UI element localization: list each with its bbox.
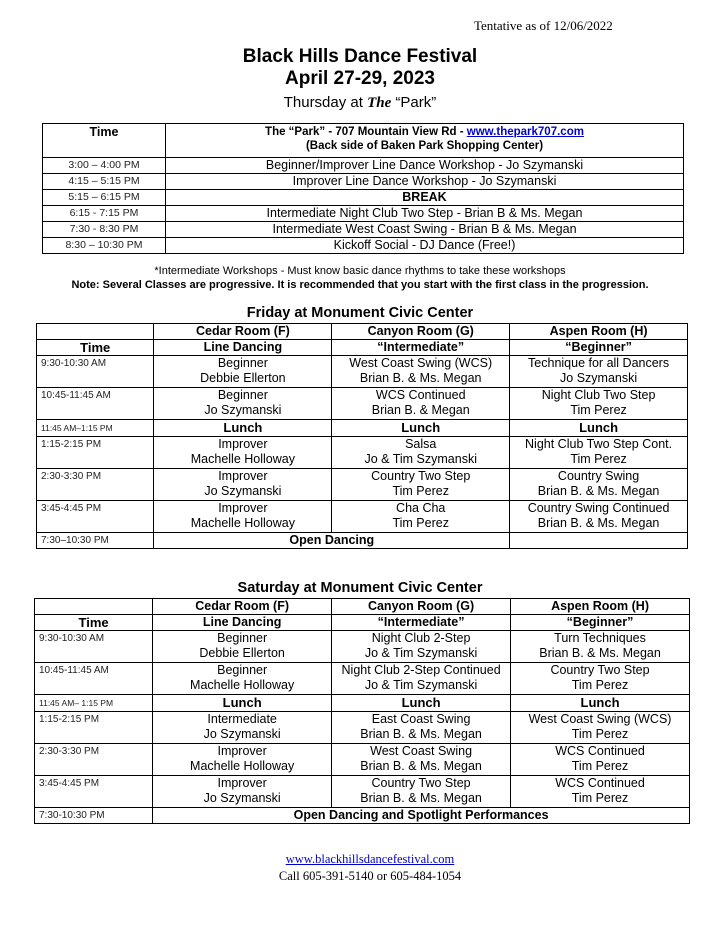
class-row — [37, 356, 688, 388]
class-cell — [153, 631, 332, 663]
thursday-venue-header — [166, 124, 684, 158]
instructor-name: Machelle Holloway — [190, 516, 295, 530]
instructor-name: Brian B. & Ms. Megan — [360, 759, 482, 773]
venue-note: (Back side of Baken Park Shopping Center) — [305, 140, 544, 152]
thursday-event: Beginner/Improver Line Dance Workshop - Jo Szymanski — [166, 158, 684, 174]
class-name: WCS Continued — [555, 744, 645, 758]
level-header: “Beginner” — [510, 340, 688, 356]
class-row — [35, 776, 690, 808]
instructor-name: Debbie Ellerton — [199, 646, 285, 660]
class-name: Beginner — [217, 663, 268, 677]
evening-row — [37, 533, 688, 549]
class-name: East Coast Swing — [371, 712, 471, 726]
class-name: Country Two Step — [371, 776, 471, 790]
class-name: Beginner — [217, 631, 268, 645]
room-header: Aspen Room (H) — [510, 324, 688, 340]
evening-time: 7:30-10:30 PM — [35, 808, 153, 824]
venue-link[interactable]: www.thepark707.com — [466, 126, 584, 138]
thursday-event: BREAK — [166, 190, 684, 206]
instructor-name: Jo Szymanski — [204, 484, 282, 498]
evening-event: Open Dancing and Spotlight Performances — [153, 808, 690, 824]
empty-cell — [37, 324, 154, 340]
instructor-name: Machelle Holloway — [190, 759, 295, 773]
class-cell — [332, 388, 510, 420]
thursday-time-header: Time — [43, 124, 166, 158]
class-cell — [510, 437, 688, 469]
friday-table — [36, 323, 688, 549]
class-row — [37, 388, 688, 420]
instructor-name: Jo Szymanski — [204, 403, 282, 417]
slot-time: 10:45-11:45 AM — [35, 663, 153, 695]
lunch-row — [37, 420, 688, 437]
thursday-event: Kickoff Social - DJ Dance (Free!) — [166, 238, 684, 254]
instructor-name: Tim Perez — [571, 759, 629, 773]
instructor-name: Jo & Tim Szymanski — [364, 646, 478, 660]
instructor-name: Tim Perez — [570, 452, 627, 466]
class-cell — [510, 388, 688, 420]
class-cell — [153, 744, 332, 776]
room-header-row — [35, 599, 690, 615]
evening-row — [35, 808, 690, 824]
class-name: West Coast Swing (WCS) — [528, 712, 672, 726]
slot-time: 1:15-2:15 PM — [35, 712, 153, 744]
thursday-time: 7:30 - 8:30 PM — [43, 222, 166, 238]
level-header-row — [35, 615, 690, 631]
slot-time: 3:45-4:45 PM — [35, 776, 153, 808]
class-cell — [332, 356, 510, 388]
class-name: Improver — [218, 437, 268, 451]
slot-time: 11:45 AM– 1:15 PM — [35, 695, 153, 712]
class-name: Country Two Step — [550, 663, 650, 677]
class-name: Beginner — [217, 388, 268, 402]
thursday-row — [43, 238, 684, 254]
lunch-row — [35, 695, 690, 712]
thursday-table — [42, 123, 684, 254]
instructor-name: Tim Perez — [571, 727, 629, 741]
class-cell — [510, 501, 688, 533]
class-cell — [332, 712, 511, 744]
class-cell — [332, 469, 510, 501]
slot-time: 1:15-2:15 PM — [37, 437, 154, 469]
time-header: Time — [37, 340, 154, 356]
slot-time: 11:45 AM–1:15 PM — [37, 420, 154, 437]
level-header: Line Dancing — [153, 615, 332, 631]
instructor-name: Jo Szymanski — [203, 791, 281, 805]
instructor-name: Debbie Ellerton — [200, 371, 286, 385]
instructor-name: Jo Szymanski — [560, 371, 638, 385]
class-cell — [154, 437, 332, 469]
thursday-row — [43, 222, 684, 238]
instructor-name: Jo & Tim Szymanski — [364, 452, 477, 466]
instructor-name: Brian B. & Ms. Megan — [360, 727, 482, 741]
thursday-heading — [0, 94, 720, 112]
class-name: Turn Techniques — [554, 631, 646, 645]
class-row — [35, 663, 690, 695]
class-name: Night Club Two Step — [541, 388, 656, 402]
saturday-table — [34, 598, 690, 824]
class-cell — [153, 663, 332, 695]
class-cell — [153, 712, 332, 744]
empty-cell — [510, 533, 688, 549]
level-header: Line Dancing — [154, 340, 332, 356]
class-name: Improver — [217, 776, 267, 790]
class-name: Improver — [218, 501, 268, 515]
empty-cell — [35, 599, 153, 615]
class-cell — [154, 356, 332, 388]
lunch-cell: Lunch — [332, 420, 510, 437]
thursday-heading-post: “Park” — [391, 94, 437, 111]
instructor-name: Tim Perez — [392, 516, 449, 530]
instructor-name: Brian B. & Ms. Megan — [537, 484, 660, 498]
thursday-row — [43, 158, 684, 174]
lunch-cell: Lunch — [154, 420, 332, 437]
class-name: Country Swing Continued — [527, 501, 670, 515]
thursday-row — [43, 190, 684, 206]
class-name: Improver — [218, 469, 268, 483]
footer-website[interactable] — [0, 852, 720, 867]
thursday-time: 5:15 – 6:15 PM — [43, 190, 166, 206]
thursday-event: Intermediate West Coast Swing - Brian B & Ms. Megan — [166, 222, 684, 238]
instructor-name: Brian B. & Ms. Megan — [537, 516, 660, 530]
level-header-row — [37, 340, 688, 356]
thursday-row — [43, 206, 684, 222]
class-name: Salsa — [405, 437, 437, 451]
class-name: Night Club Two Step Cont. — [525, 437, 673, 451]
class-row — [35, 631, 690, 663]
class-cell — [332, 776, 511, 808]
class-cell — [511, 712, 690, 744]
room-header-row — [37, 324, 688, 340]
instructor-name: Tim Perez — [392, 484, 449, 498]
thursday-time: 6:15 - 7:15 PM — [43, 206, 166, 222]
class-cell — [511, 663, 690, 695]
room-header: Canyon Room (G) — [332, 599, 511, 615]
class-row — [35, 744, 690, 776]
class-cell — [154, 388, 332, 420]
class-cell — [154, 469, 332, 501]
evening-event: Open Dancing — [154, 533, 510, 549]
level-header: “Beginner” — [511, 615, 690, 631]
class-name: Night Club 2-Step Continued — [341, 663, 501, 677]
class-row — [37, 437, 688, 469]
intermediate-note: *Intermediate Workshops - Must know basic dance rhythms to take these workshops — [154, 265, 566, 277]
class-name: Technique for all Dancers — [528, 356, 670, 370]
class-name: Beginner — [217, 356, 268, 370]
class-cell — [511, 744, 690, 776]
class-name: Night Club 2-Step — [371, 631, 471, 645]
thursday-heading-pre: Thursday at — [283, 94, 368, 111]
class-cell — [511, 631, 690, 663]
thursday-heading-the: The — [367, 95, 392, 111]
slot-time: 2:30-3:30 PM — [37, 469, 154, 501]
slot-time: 2:30-3:30 PM — [35, 744, 153, 776]
class-name: Cha Cha — [396, 501, 446, 515]
class-cell — [153, 776, 332, 808]
class-cell — [332, 744, 511, 776]
class-row — [37, 469, 688, 501]
room-header: Aspen Room (H) — [511, 599, 690, 615]
class-cell — [332, 631, 511, 663]
class-name: Intermediate — [207, 712, 277, 726]
instructor-name: Jo & Tim Szymanski — [364, 678, 478, 692]
instructor-name: Tim Perez — [570, 403, 627, 417]
lunch-cell: Lunch — [153, 695, 332, 712]
class-name: West Coast Swing (WCS) — [349, 356, 493, 370]
room-header: Cedar Room (F) — [154, 324, 332, 340]
tentative-date: Tentative as of 12/06/2022 — [474, 18, 613, 33]
class-cell — [332, 663, 511, 695]
instructor-name: Brian B. & Megan — [371, 403, 470, 417]
instructor-name: Jo Szymanski — [203, 727, 281, 741]
class-cell — [510, 356, 688, 388]
class-name: Country Swing — [557, 469, 640, 483]
lunch-cell: Lunch — [332, 695, 511, 712]
slot-time: 9:30-10:30 AM — [37, 356, 154, 388]
instructor-name: Brian B. & Ms. Megan — [359, 371, 482, 385]
footer-phone: Call 605-391-5140 or 605-484-1054 — [278, 869, 462, 883]
level-header: “Intermediate” — [332, 340, 510, 356]
class-name: Improver — [217, 744, 267, 758]
room-header: Canyon Room (G) — [332, 324, 510, 340]
time-header: Time — [35, 615, 153, 631]
instructor-name: Machelle Holloway — [190, 678, 295, 692]
thursday-time: 3:00 – 4:00 PM — [43, 158, 166, 174]
slot-time: 3:45-4:45 PM — [37, 501, 154, 533]
instructor-name: Tim Perez — [571, 791, 629, 805]
class-cell — [510, 469, 688, 501]
festival-dates: April 27-29, 2023 — [285, 68, 435, 89]
class-name: West Coast Swing — [370, 744, 473, 758]
friday-heading: Friday at Monument Civic Center — [246, 305, 474, 321]
progressive-note: Note: Several Classes are progressive. It is recommended that you start with the first class in the progression. — [71, 279, 649, 291]
class-row — [35, 712, 690, 744]
festival-title: Black Hills Dance Festival — [242, 46, 478, 67]
instructor-name: Brian B. & Ms. Megan — [539, 646, 661, 660]
slot-time: 10:45-11:45 AM — [37, 388, 154, 420]
slot-time: 9:30-10:30 AM — [35, 631, 153, 663]
venue-name: The “Park” - 707 Mountain View Rd - — [265, 126, 467, 138]
class-cell — [332, 437, 510, 469]
class-cell — [154, 501, 332, 533]
lunch-cell: Lunch — [510, 420, 688, 437]
class-name: WCS Continued — [555, 776, 645, 790]
thursday-time: 4:15 – 5:15 PM — [43, 174, 166, 190]
thursday-time: 8:30 – 10:30 PM — [43, 238, 166, 254]
room-header: Cedar Room (F) — [153, 599, 332, 615]
class-name: WCS Continued — [375, 388, 466, 402]
level-header: “Intermediate” — [332, 615, 511, 631]
instructor-name: Tim Perez — [571, 678, 629, 692]
evening-time: 7:30–10:30 PM — [37, 533, 154, 549]
saturday-heading: Saturday at Monument Civic Center — [237, 580, 483, 596]
class-cell — [511, 776, 690, 808]
class-cell — [332, 501, 510, 533]
instructor-name: Brian B. & Ms. Megan — [360, 791, 482, 805]
thursday-event: Intermediate Night Club Two Step - Brian B & Ms. Megan — [166, 206, 684, 222]
instructor-name: Machelle Holloway — [190, 452, 295, 466]
website-link[interactable]: www.blackhillsdancefestival.com — [285, 852, 455, 866]
class-name: Country Two Step — [371, 469, 471, 483]
lunch-cell: Lunch — [511, 695, 690, 712]
thursday-row — [43, 174, 684, 190]
thursday-event: Improver Line Dance Workshop - Jo Szymanski — [166, 174, 684, 190]
class-row — [37, 501, 688, 533]
